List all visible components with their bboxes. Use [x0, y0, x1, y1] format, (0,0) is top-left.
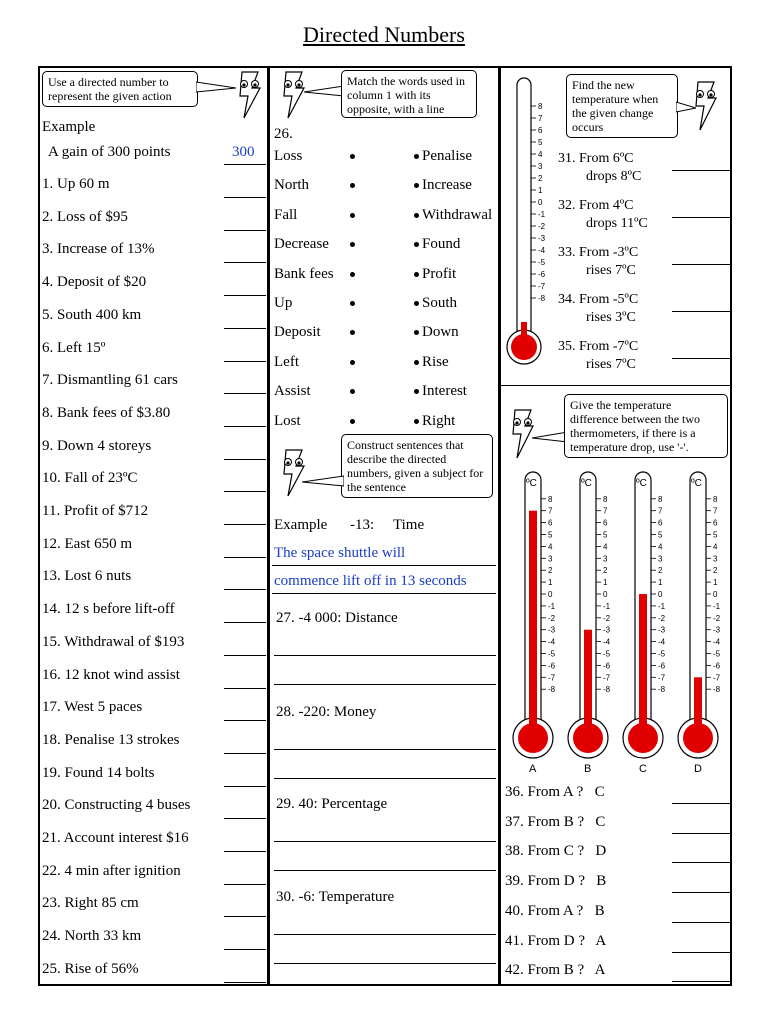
thermometer-label: A	[529, 763, 537, 775]
match-left-word: Left	[274, 353, 299, 370]
tick-label: 7	[548, 506, 553, 516]
question-item: 5. South 400 km	[42, 306, 142, 323]
question-item: 6. Left 15º	[42, 339, 106, 356]
tick-label: -3	[548, 625, 556, 635]
tick-label: -5	[603, 649, 611, 659]
example-text: A gain of 300 points	[48, 144, 171, 160]
temp-question-line2: rises 7ºC	[586, 357, 636, 372]
tick-label: 1	[713, 578, 718, 588]
question-item: 18. Penalise 13 strokes	[42, 731, 180, 748]
tick-label: -3	[603, 625, 611, 635]
tick-label: 5	[603, 530, 608, 540]
tick-label: 8	[538, 102, 543, 111]
question-item: 9. Down 4 storeys	[42, 437, 152, 454]
thermometer-label: B	[584, 763, 592, 775]
question-item: 7. Dismantling 61 cars	[42, 372, 178, 389]
instruction-bubble-match: Match the words used in column 1 with its opposite, with a line	[341, 70, 477, 118]
difference-question: 38. From C ? D	[505, 843, 607, 860]
question-item: 15. Withdrawal of $193	[42, 633, 185, 650]
tick-label: -4	[548, 637, 556, 647]
tick-label: -7	[713, 673, 721, 683]
tick-label: -5	[658, 649, 666, 659]
question-item: 16. 12 knot wind assist	[42, 666, 180, 683]
tick-label: -1	[538, 210, 546, 219]
unit-label: ºC	[526, 478, 537, 489]
tick-label: 1	[548, 578, 553, 588]
answer-line[interactable]	[224, 491, 266, 492]
question-item: 10. Fall of 23ºC	[42, 470, 138, 487]
tick-label: -8	[713, 685, 721, 695]
tick-label: -6	[538, 270, 546, 279]
answer-line[interactable]	[224, 818, 266, 819]
tick-label: -8	[603, 685, 611, 695]
bubble-pointer-match	[304, 84, 344, 98]
answer-line[interactable]	[672, 358, 730, 359]
match-left-word: Deposit	[274, 324, 321, 341]
temp-question-line2: drops 11ºC	[586, 216, 648, 231]
answer-line[interactable]	[224, 949, 266, 950]
temp-question-line1: 35. From -7ºC	[558, 339, 639, 354]
question-item: 14. 12 s before lift-off	[42, 601, 175, 618]
answer-line[interactable]	[224, 262, 266, 263]
difference-question: 37. From B ? C	[505, 813, 606, 830]
tick-label: 7	[658, 506, 663, 516]
tick-label: -4	[538, 246, 546, 255]
mercury-bulb	[628, 723, 658, 753]
temp-question-line1: 31. From 6ºC	[558, 151, 634, 166]
column-divider-1	[267, 66, 270, 986]
instruction-bubble-temp: Find the new temperature when the given change occurs	[566, 74, 678, 138]
answer-line[interactable]	[224, 720, 266, 721]
sentence-example-number: -13:	[350, 517, 375, 533]
tick-label: 4	[538, 150, 543, 159]
question-item: 17. West 5 paces	[42, 699, 143, 716]
answer-line[interactable]	[224, 982, 266, 983]
lightning-mascot-icon	[276, 448, 312, 498]
thermometer-c	[623, 472, 666, 775]
tick-label: -2	[548, 613, 556, 623]
tick-label: 6	[603, 518, 608, 528]
question-item: 25. Rise of 56%	[42, 960, 139, 977]
answer-line[interactable]	[224, 230, 266, 231]
mercury-bulb	[573, 723, 603, 753]
lightning-mascot-icon	[232, 70, 268, 120]
tick-label: -6	[713, 661, 721, 671]
match-left-word: Bank fees	[274, 265, 334, 282]
sentence-example-label: Example	[274, 517, 328, 533]
answer-line[interactable]	[224, 557, 266, 558]
match-right-word: South	[422, 295, 458, 311]
answer-line[interactable]	[672, 803, 730, 804]
match-left-dot[interactable]	[350, 419, 355, 424]
answer-line[interactable]	[672, 892, 730, 893]
thermometer-b	[568, 472, 611, 775]
tick-label: 2	[548, 566, 553, 576]
tick-label: -7	[603, 673, 611, 683]
match-left-word: North	[274, 177, 309, 194]
example-answer: 300	[232, 144, 255, 160]
match-left-word: Fall	[274, 206, 298, 223]
answer-line[interactable]	[224, 655, 266, 656]
question-26-number: 26.	[274, 126, 293, 142]
sentence-example-subject: Time	[393, 517, 425, 533]
match-left-word: Decrease	[274, 236, 329, 253]
match-right-dot[interactable]	[414, 419, 419, 424]
difference-question: 39. From D ? B	[505, 873, 607, 890]
answer-line[interactable]	[274, 749, 496, 750]
match-right-dot[interactable]	[414, 154, 419, 159]
page-title: Directed Numbers	[303, 22, 465, 47]
answer-line[interactable]	[274, 963, 496, 964]
tick-label: 5	[713, 530, 718, 540]
tick-label: -7	[538, 282, 546, 291]
question-item: 1. Up 60 m	[42, 176, 110, 192]
tick-label: 2	[713, 566, 718, 576]
tick-label: 2	[538, 174, 543, 183]
match-right-word: Right	[422, 412, 456, 429]
match-left-dot[interactable]	[350, 213, 355, 218]
match-left-word: Lost	[274, 412, 301, 429]
tick-label: -2	[538, 222, 546, 231]
answer-line[interactable]	[274, 934, 496, 935]
tick-label: -2	[658, 613, 666, 623]
tick-label: -8	[548, 685, 556, 695]
difference-question: 40. From A ? B	[505, 902, 605, 919]
sentence-question: 28. -220: Money	[276, 704, 377, 720]
sentence-example-answer-2: commence lift off in 13 seconds	[274, 573, 467, 589]
answer-line[interactable]	[224, 916, 266, 917]
tick-label: 4	[603, 542, 608, 552]
tick-label: 7	[603, 506, 608, 516]
tick-label: 3	[713, 554, 718, 564]
answer-line[interactable]	[274, 778, 496, 779]
tick-label: -5	[548, 649, 556, 659]
temp-question-line2: rises 7ºC	[586, 263, 636, 278]
tick-label: 0	[603, 590, 608, 599]
section-divider	[500, 385, 731, 386]
tick-label: 6	[548, 518, 553, 528]
tick-label: -1	[658, 601, 666, 611]
answer-line[interactable]	[274, 684, 496, 685]
sentence-question: 30. -6: Temperature	[276, 889, 395, 905]
match-right-word: Increase	[422, 177, 472, 194]
answer-line	[272, 565, 496, 566]
answer-line[interactable]	[274, 655, 496, 656]
match-right-word: Withdrawal	[422, 206, 493, 223]
tick-label: 8	[548, 494, 553, 504]
match-right-word: Penalise	[422, 148, 472, 164]
match-left-word: Assist	[274, 383, 311, 400]
answer-line[interactable]	[224, 786, 266, 787]
mercury-bulb	[683, 723, 713, 753]
mercury-column	[584, 630, 592, 727]
tick-label: -6	[603, 661, 611, 671]
tick-label: 3	[538, 162, 543, 171]
tick-label: 4	[548, 542, 553, 552]
unit-label: ºC	[581, 478, 592, 489]
match-left-word: Loss	[274, 148, 303, 164]
match-right-word: Profit	[422, 265, 457, 282]
instruction-bubble-col1: Use a directed number to represent the given action	[42, 71, 198, 107]
answer-line[interactable]	[224, 197, 266, 198]
answer-line[interactable]	[672, 952, 730, 953]
tick-label: -3	[713, 625, 721, 635]
tick-label: -7	[548, 673, 556, 683]
temp-question-line1: 33. From -3ºC	[558, 245, 639, 260]
tick-label: -2	[713, 613, 721, 623]
temp-question-line1: 34. From -5ºC	[558, 292, 639, 307]
tick-label: 0	[538, 198, 543, 207]
tick-label: 6	[713, 518, 718, 528]
thermometer-d	[678, 472, 721, 775]
answer-line[interactable]	[224, 753, 266, 754]
bubble-pointer-sentences	[302, 474, 344, 488]
tick-label: 5	[538, 138, 543, 147]
tick-label: 0	[658, 590, 663, 599]
example-answer-line	[224, 164, 266, 165]
tick-label: 3	[658, 554, 663, 564]
answer-line[interactable]	[224, 459, 266, 460]
question-item: 22. 4 min after ignition	[42, 862, 181, 879]
tick-label: 3	[603, 554, 608, 564]
tick-label: 3	[548, 554, 553, 564]
answer-line[interactable]	[672, 311, 730, 312]
tick-label: 6	[658, 518, 663, 528]
answer-line[interactable]	[224, 524, 266, 525]
tick-label: 1	[538, 186, 543, 195]
tick-label: -6	[548, 661, 556, 671]
answer-line[interactable]	[224, 426, 266, 427]
question-item: 12. East 650 m	[42, 535, 132, 552]
tick-label: -6	[658, 661, 666, 671]
instruction-bubble-diff: Give the temperature difference between the two thermometers, if there is a temperature drop, use '-'.	[564, 394, 728, 458]
tick-label: -4	[603, 637, 611, 647]
question-item: 13. Lost 6 nuts	[42, 568, 132, 585]
question-item: 2. Loss of $95	[42, 208, 128, 225]
mercury-bulb	[518, 723, 548, 753]
unit-label: ºC	[636, 478, 647, 489]
tick-label: 7	[538, 114, 543, 123]
tick-label: 5	[658, 530, 663, 540]
match-left-dot[interactable]	[350, 301, 355, 306]
answer-line[interactable]	[224, 884, 266, 885]
temp-question-line2: rises 3ºC	[586, 310, 636, 325]
tick-label: 6	[538, 126, 543, 135]
question-item: 3. Increase of 13%	[42, 241, 155, 258]
answer-line[interactable]	[224, 688, 266, 689]
difference-question: 41. From D ? A	[505, 932, 607, 949]
tick-label: -5	[713, 649, 721, 659]
difference-question: 42. From B ? A	[505, 962, 606, 979]
question-item: 20. Constructing 4 buses	[42, 797, 191, 814]
sentence-question: 29. 40: Percentage	[276, 796, 388, 812]
lightning-mascot-icon	[688, 80, 724, 134]
answer-line[interactable]	[224, 393, 266, 394]
tick-label: -4	[713, 637, 721, 647]
sentence-example-answer-1: The space shuttle will	[274, 545, 406, 561]
unit-label: ºC	[691, 478, 702, 489]
answer-line[interactable]	[224, 622, 266, 623]
thermometer-a	[513, 472, 556, 775]
answer-line	[272, 593, 496, 594]
match-left-dot[interactable]	[350, 360, 355, 365]
tick-label: 0	[713, 590, 718, 599]
tick-label: 4	[713, 542, 718, 552]
tick-label: 8	[603, 494, 608, 504]
tick-label: 4	[658, 542, 663, 552]
mercury-column	[639, 594, 647, 727]
match-right-dot[interactable]	[414, 360, 419, 365]
tick-label: -1	[548, 601, 556, 611]
mercury-column	[529, 511, 537, 727]
answer-line[interactable]	[672, 264, 730, 265]
sentence-question: 27. -4 000: Distance	[276, 610, 398, 626]
question-item: 21. Account interest $16	[42, 830, 189, 846]
mercury-column	[694, 677, 702, 727]
tick-label: -8	[658, 685, 666, 695]
match-right-word: Found	[422, 236, 461, 253]
answer-line[interactable]	[224, 328, 266, 329]
match-right-word: Interest	[422, 383, 467, 400]
example-label: Example	[42, 119, 96, 135]
tick-label: 8	[713, 494, 718, 504]
match-right-dot[interactable]	[414, 272, 419, 277]
question-item: 8. Bank fees of $3.80	[42, 404, 171, 421]
bubble-pointer-diff	[532, 430, 568, 444]
tick-label: 2	[658, 566, 663, 576]
thermometer-label: C	[639, 763, 647, 775]
question-item: 23. Right 85 cm	[42, 895, 139, 912]
tick-label: -4	[658, 637, 666, 647]
question-item: 24. North 33 km	[42, 928, 142, 945]
match-right-word: Rise	[422, 353, 449, 370]
temp-question-line1: 32. From 4ºC	[558, 198, 634, 213]
difference-question: 36. From A ? C	[505, 784, 605, 800]
answer-line[interactable]	[672, 922, 730, 923]
tick-label: -2	[603, 613, 611, 623]
tick-label: -3	[538, 234, 546, 243]
tick-label: -7	[658, 673, 666, 683]
tick-label: -3	[658, 625, 666, 635]
tick-label: -1	[713, 601, 721, 611]
instruction-bubble-sentences: Construct sentences that describe the directed numbers, given a subject for the sentence	[341, 434, 493, 498]
answer-line[interactable]	[672, 217, 730, 218]
bubble-pointer-col1	[196, 80, 236, 94]
tick-label: 8	[658, 494, 663, 504]
temp-question-line2: drops 8ºC	[586, 169, 642, 184]
large-thermometer	[505, 74, 555, 374]
match-right-word: Down	[422, 324, 459, 341]
tick-label: -8	[538, 294, 546, 303]
match-left-dot[interactable]	[350, 272, 355, 277]
answer-line[interactable]	[274, 870, 496, 871]
tick-label: -1	[603, 601, 611, 611]
thermometer-label: D	[694, 763, 702, 775]
tick-label: 7	[713, 506, 718, 516]
answer-line[interactable]	[224, 295, 266, 296]
question-item: 11. Profit of $712	[42, 503, 149, 519]
tick-label: -5	[538, 258, 546, 267]
answer-line[interactable]	[224, 589, 266, 590]
answer-line[interactable]	[274, 841, 496, 842]
tick-label: 1	[603, 578, 608, 588]
tick-label: 5	[548, 530, 553, 540]
match-left-dot[interactable]	[350, 154, 355, 159]
answer-line[interactable]	[672, 833, 730, 834]
tick-label: 2	[603, 566, 608, 576]
match-right-dot[interactable]	[414, 213, 419, 218]
answer-line[interactable]	[672, 862, 730, 863]
answer-line[interactable]	[224, 851, 266, 852]
answer-line[interactable]	[672, 981, 730, 982]
thermometer-row	[500, 462, 732, 780]
match-right-dot[interactable]	[414, 301, 419, 306]
tick-label: 0	[548, 590, 553, 599]
answer-line[interactable]	[224, 361, 266, 362]
answer-line[interactable]	[672, 170, 730, 171]
match-left-word: Up	[274, 295, 293, 311]
question-item: 4. Deposit of $20	[42, 274, 147, 291]
question-item: 19. Found 14 bolts	[42, 764, 155, 781]
tick-label: 1	[658, 578, 663, 588]
